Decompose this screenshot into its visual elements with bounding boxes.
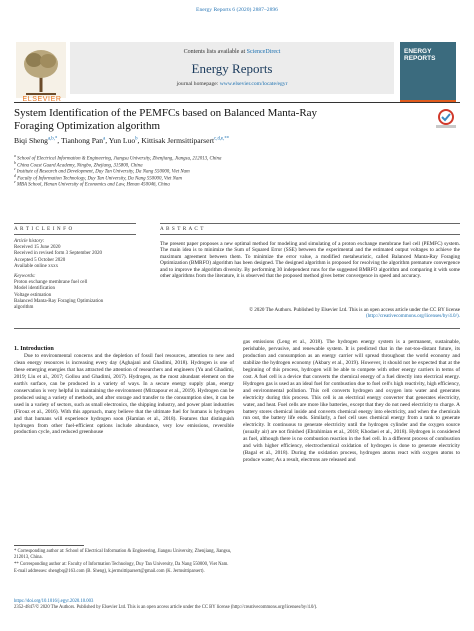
affiliation: $^c$ Institute of Research and Development, Duy Tan University, Da Nang 550000, Viet Nam bbox=[14, 167, 190, 175]
doi-link[interactable]: https://doi.org/10.1016/j.egyr.2020.10.003 bbox=[14, 599, 94, 604]
affiliation: $^b$ China Coast Guard Academy, Ningbo, Zhejiang, 315800, China bbox=[14, 160, 143, 169]
abstract-text: The present paper proposes a new optimal method for modeling and simulating of a proton exchange membrane fuel cell (PEMFC) system. The main idea is to minimize the Sum of Squared Error (SSE) between the experimental and the estimated output voltages to achieve the maximum agreement between them. To minimize the error value, a modified metaheuristic, called Balanced Manta-Ray Foraging Optimization (BMRFO) algorithm has been designed. The designed algorithm is proposed for resolving the algorithm premature convergence and to improve the algorithm diversity. By performing 30 independent runs for the suggested BMRFO algorithm and comparing it with some other algorithms from the literature, it is observed that the proposed method gives better convergence in speed and accuracy. bbox=[160, 241, 460, 280]
journal-reference[interactable]: Energy Reports 6 (2020) 2887–2896 bbox=[196, 7, 278, 13]
author-list: Biqi Sheng$^{a,b,*}$, Tianhong Pan$^a$, Yun Luo$^b$, Kittisak Jermsittiparsert$^{c,d,e,**}$ bbox=[14, 136, 230, 145]
affiliation: $^a$ School of Electrical Information & Engineering, Jiangsu University, Zhenjiang, Jiangsu, 212013, China bbox=[14, 154, 222, 162]
footnote: E-mail addresses: shengbq@163.com (B. Sheng), k.jermsittiparsert@gmail.com (K. Jermsittiparsert). bbox=[14, 568, 205, 574]
article-history bbox=[14, 239, 136, 270]
copyright-notice: © 2020 The Authors. Published by Elsevier Ltd. This is an open access article under the CC BY license (http://creativecommons.org/licenses/by/4.0/). bbox=[160, 307, 460, 320]
author-affiliation-marker[interactable]: a bbox=[103, 136, 106, 142]
author-name[interactable]: Tianhong Pan bbox=[60, 136, 104, 145]
license-line: 2352-4847/© 2020 The Authors. Published by Elsevier Ltd. This is an open access article under the CC BY license (http://creativecommons.org/licenses/by/4.0/). bbox=[14, 605, 318, 610]
abstract-heading: A B S T R A C T bbox=[160, 226, 205, 232]
header-rule bbox=[14, 102, 460, 103]
homepage-prefix: journal homepage: bbox=[176, 81, 219, 87]
keywords-label: Keywords: bbox=[14, 274, 36, 279]
author-affiliation-marker[interactable]: a,b,* bbox=[47, 136, 58, 142]
keyword-item: algorithm bbox=[14, 305, 34, 311]
sciencedirect-link[interactable]: ScienceDirect bbox=[246, 49, 281, 55]
info-rule-2 bbox=[14, 234, 136, 235]
abstract-rule bbox=[160, 223, 460, 224]
history-item: Received in revised form 3 September 2020 bbox=[14, 251, 103, 257]
author-name[interactable]: Biqi Sheng bbox=[14, 136, 48, 145]
footnote: ** Corresponding author at: Faculty of Information Technology, Duy Tan University, Da Nang 550000, Viet Nam. bbox=[14, 561, 229, 567]
keyword-item: Voltage estimation bbox=[14, 292, 52, 298]
elsevier-tree-logo bbox=[16, 42, 66, 98]
footnote: * Corresponding author at: School of Electrical Information & Engineering, Jiangsu University, Zhenjiang, Jiangsu, 212013, China. bbox=[14, 549, 232, 560]
author-affiliation-marker[interactable]: c,d,e,** bbox=[214, 136, 230, 142]
history-item: Received 15 June 2020 bbox=[14, 245, 61, 251]
history-label: Article history: bbox=[14, 239, 45, 244]
affiliation: $^d$ Faculty of Information Technology, Duy Tan University, Da Nang 550000, Viet Nam bbox=[14, 173, 182, 182]
introduction-heading: 1. Introduction bbox=[14, 345, 54, 352]
contents-line bbox=[70, 49, 394, 55]
author-affiliation-marker[interactable]: b bbox=[135, 136, 138, 142]
footnotes bbox=[14, 549, 234, 576]
intro-right-column: gas emissions (Leng et al., 2018). The hydrogen energy system is a permanent, sustainable, perishable, pervasive, and renewable system. It is predicted that in the not-too-distant future, its production and consumption as an energy carrier will spread throughout the world economy and stabilize the hydrogen economy (Akbary et al., 2019). However, it should not be expected that at the beginning of this process, hydrogen will be able to compete with other energy carriers in terms of cost. A fuel cell is a device that converts the chemical energy of a fuel directly into electrical energy. Hydrogen gas is used as an ideal fuel for combustion due to fuel cell's high reactivity, high efficiency, and environmental pollution. This cell converts hydrogen and oxygen into water and generates electricity during this process. This cell is an electrical energy converter that generates electricity, water, and heat. Fuel cells are more like batteries, except that they do not need electricity to charge. A battery stores chemical inside and converts chemical energy into electricity, and when the chemicals run out, the battery life ends. Similarly, a fuel cell uses chemical energy from a tank to generate electricity. It continuous to generate electricity until the hydrogen cylinder and the oxygen source (usually air) are not finished (Ebrahimian et al., 2018; Khodaei et al., 2018). Hydrogen is considered as fuel, although there is no combustion reaction in the fuel cell. In a different process of combustion and with higher efficiency, electrochemical oxidation of hydrogen is done to generate electricity (Bagal et al., 2018). During the oxidation process, hydrogen atoms react with oxygen atoms to produce water; As a result, electrons are released and bbox=[243, 339, 460, 464]
cover-title: ENERGY REPORTS bbox=[404, 48, 436, 62]
info-rule bbox=[14, 223, 136, 224]
article-info-heading: A R T I C L E I N F O bbox=[14, 226, 73, 232]
abstract-rule-2 bbox=[160, 234, 460, 235]
keyword-item: Proton exchange membrane fuel cell bbox=[14, 280, 88, 286]
journal-cover[interactable] bbox=[400, 42, 456, 102]
article-title: System Identification of the PEMFCs based on Balanced Manta-Ray Foraging Optimization algorithm bbox=[14, 107, 318, 132]
homepage-line bbox=[70, 81, 394, 87]
affiliation: $^e$ MBA School, Henan University of Economics and Law, Henan 450046, China bbox=[14, 180, 170, 188]
contents-prefix: Contents lists available at bbox=[183, 49, 246, 55]
keywords bbox=[14, 274, 136, 311]
keyword-item: Balanced Manta-Ray Foraging Optimization bbox=[14, 298, 104, 304]
footnote-rule bbox=[14, 545, 84, 546]
author-name[interactable]: Kittisak Jermsittiparsert bbox=[141, 136, 215, 145]
elsevier-logo-text: ELSEVIER bbox=[22, 96, 62, 103]
abstract-bottom-rule bbox=[14, 328, 460, 329]
check-for-updates-icon[interactable] bbox=[432, 108, 460, 130]
license-link[interactable]: (http://creativecommons.org/licenses/by/4.0/). bbox=[366, 313, 460, 320]
author-name[interactable]: Yun Luo bbox=[108, 136, 136, 145]
keyword-item: Model identification bbox=[14, 286, 55, 292]
history-item: Available online xxxx bbox=[14, 263, 59, 269]
intro-left-column: Due to environmental concerns and the depletion of fossil fuel resources, attention to new and clean energy resources is increasing every day (Aghajani and Ghadimi, 2018). Hydrogen is one of these emerging energies that has attracted the attention of researchers and engineers (Yu and Ghadimi, 2019; Liu et al., 2017; Gollou and Ghadimi, 2017). Hydrogen, as the most abundant element on the earth's surface, can be produced in a variety of ways. In a secure energy supply plan, energy conservation is very helpful in maintaining the environment (Mirzapour et al., 2019). Hydrogen can be produced using a variety of methods, and after storage and transfer to the consumption sites, it can be used in a variety of sectors, such as small electronics, the shipping industry, and power plant industries (Firouz et al., 2016). With this approach, many believe that the ultimate fuel for humans is hydrogen and that humans will experience hydrogen soon (Hamian et al., 2018). Features that distinguish hydrogen from other fuel-efficient options include abundance, very low emissions, reversible production cycle, and reduced greenhouse bbox=[14, 353, 234, 436]
history-item: Accepted 5 October 2020 bbox=[14, 257, 66, 263]
journal-title: Energy Reports bbox=[191, 61, 273, 76]
homepage-link[interactable]: www.elsevier.com/locate/egyr bbox=[219, 81, 288, 87]
